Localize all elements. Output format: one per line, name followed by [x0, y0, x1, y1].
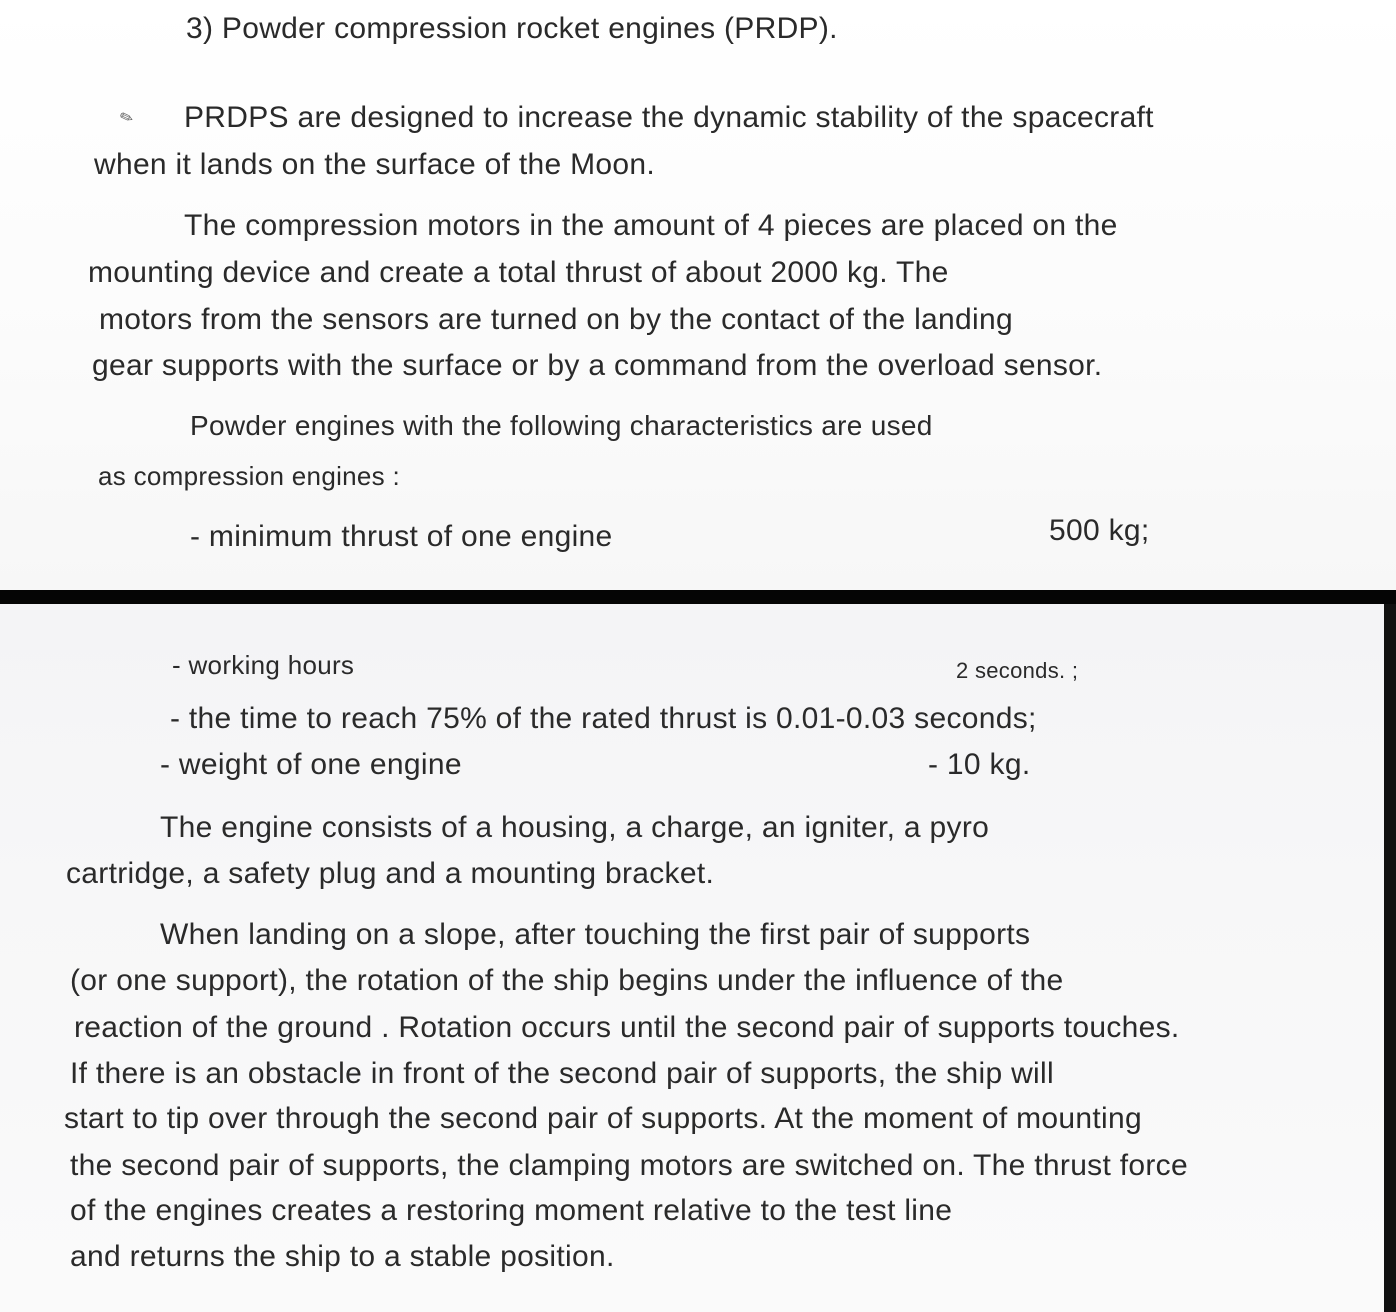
- paragraph-5-line-6: the second pair of supports, the clamping motors are switched on. The thrust force: [70, 1149, 1188, 1182]
- paragraph-3-line-2: as compression engines :: [98, 461, 401, 491]
- paragraph-5-line-8: and returns the ship to a stable position.: [70, 1240, 615, 1273]
- paragraph-5-line-1: When landing on a slope, after touching the first pair of supports: [160, 918, 1031, 951]
- spec-min-thrust-label: - minimum thrust of one engine: [190, 520, 613, 553]
- page-divider: [0, 590, 1396, 604]
- paragraph-2-line-2: mounting device and create a total thrust of about 2000 kg. The: [88, 256, 949, 289]
- spec-working-hours-label: - working hours: [172, 650, 355, 680]
- paragraph-4-line-1: The engine consists of a housing, a charge, an igniter, a pyro: [160, 811, 990, 844]
- paragraph-5-line-3: reaction of the ground . Rotation occurs until the second pair of supports touches.: [74, 1011, 1180, 1044]
- pen-mark: ✎: [117, 108, 137, 129]
- paragraph-5-line-2: (or one support), the rotation of the ship begins under the influence of the: [70, 964, 1064, 997]
- paragraph-5-line-4: If there is an obstacle in front of the second pair of supports, the ship will: [70, 1057, 1054, 1090]
- spec-working-hours-value: 2 seconds. ;: [956, 658, 1079, 683]
- spec-min-thrust-value: 500 kg;: [1049, 514, 1150, 547]
- spec-weight-label: - weight of one engine: [160, 748, 462, 781]
- bottom-page-scan: [0, 604, 1396, 1312]
- paragraph-5-line-5: start to tip over through the second pair of supports. At the moment of mounting: [64, 1102, 1142, 1135]
- paragraph-2-line-4: gear supports with the surface or by a command from the overload sensor.: [92, 349, 1103, 382]
- spec-rise-time: - the time to reach 75% of the rated thrust is 0.01-0.03 seconds;: [170, 702, 1037, 735]
- section-heading: 3) Powder compression rocket engines (PRDP).: [186, 12, 838, 45]
- paragraph-1-line-1: PRDPS are designed to increase the dynamic stability of the spacecraft: [184, 101, 1154, 134]
- paragraph-5-line-7: of the engines creates a restoring moment relative to the test line: [70, 1194, 953, 1227]
- paragraph-4-line-2: cartridge, a safety plug and a mounting bracket.: [66, 857, 715, 890]
- paragraph-3-line-1: Powder engines with the following characteristics are used: [190, 410, 933, 441]
- paragraph-1-line-2: when it lands on the surface of the Moon.: [94, 148, 655, 181]
- paragraph-2-line-3: motors from the sensors are turned on by the contact of the landing: [99, 303, 1013, 336]
- paragraph-2-line-1: The compression motors in the amount of 4 pieces are placed on the: [184, 209, 1118, 242]
- scan-edge: [1384, 604, 1396, 1312]
- top-page-scan: [0, 0, 1396, 590]
- spec-weight-value: - 10 kg.: [928, 748, 1031, 781]
